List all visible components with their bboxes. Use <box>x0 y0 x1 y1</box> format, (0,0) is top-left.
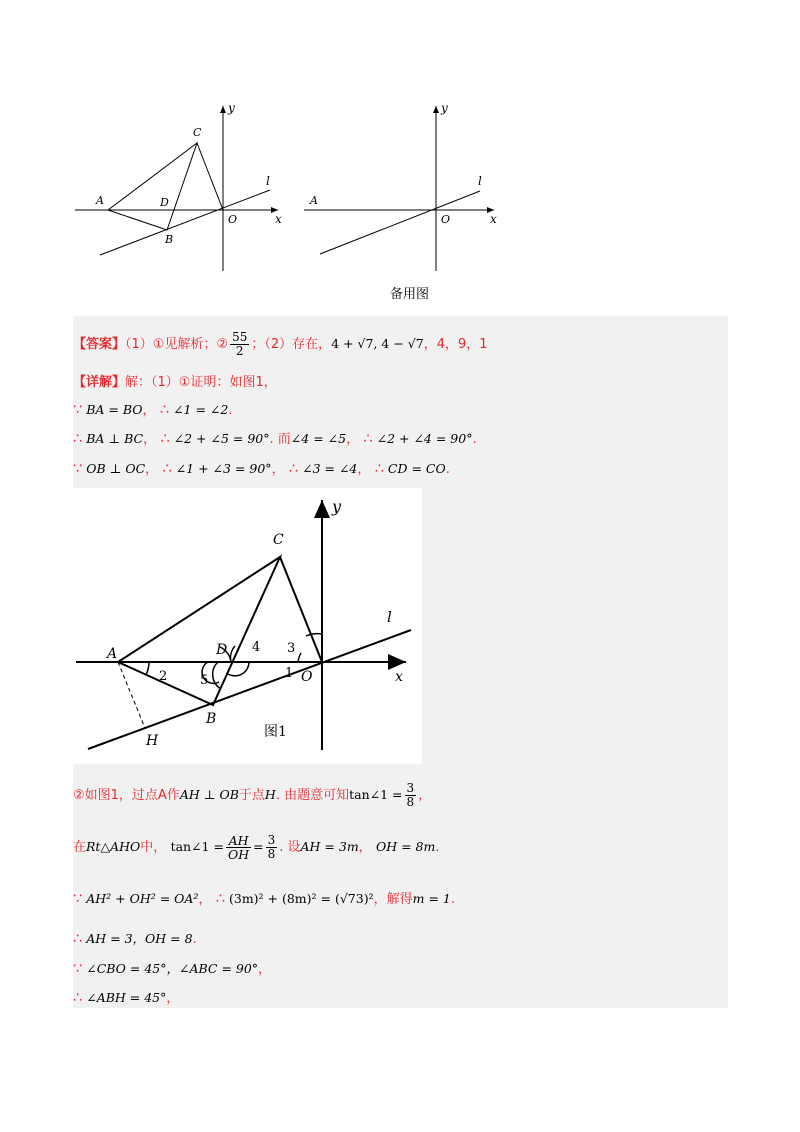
axis-x-label: x <box>275 212 282 226</box>
part2-line2: 在Rt△AHO中， tan∠1 = $\frac{AH}{OH}$ = $\frac{3}{8}$ . 设AH = 3m， OH = 8m. <box>73 833 440 862</box>
point-A-label: A <box>96 194 104 207</box>
line-l-label: l <box>478 174 482 188</box>
angle-5-label: 5 <box>200 673 209 688</box>
figure1 <box>73 488 422 764</box>
axis-y-label: y <box>228 101 235 115</box>
part2-line5: ∵ ∠CBO = 45°，∠ABC = 90°， <box>73 961 272 977</box>
point-O-label: O <box>228 213 238 226</box>
detail-line2: ∴ BA ⊥ BC， ∴ ∠2 + ∠5 = 90°. 而∠4 = ∠5， ∴ ∠2 + ∠4 = 90°. <box>73 431 477 447</box>
detail-line3: ∵ OB ⊥ OC， ∴ ∠1 + ∠3 = 90°， ∴ ∠3 = ∠4， ∴ CD = CO. <box>73 461 450 477</box>
answer-part1: （1）①见解析；② <box>125 337 229 352</box>
line-l-label: l <box>387 608 392 626</box>
point-H-label: H <box>146 733 159 749</box>
line-l-label: l <box>266 174 270 188</box>
point-O-label: O <box>441 213 451 226</box>
part2-line6: ∴ ∠ABH = 45°， <box>73 990 180 1006</box>
point-D-label: D <box>160 196 169 209</box>
axis-y-label: y <box>441 101 448 115</box>
part2-line3: ∵ AH² + OH² = OA²， ∴ (3m)² + (8m)² = (√73)²，解得m = 1. <box>73 891 455 907</box>
point-C-label: C <box>273 532 284 548</box>
detail-intro: 【详解】解：（1）①证明：如图1， <box>73 375 277 390</box>
top-figure-left <box>70 96 295 278</box>
point-A-label: A <box>310 194 318 207</box>
answer-line: 【答案】（1）①见解析；② $\frac{55}{2}$ ；（2）存在，4 + √7, 4 − √7，4，9，1 <box>73 330 488 358</box>
axis-x-label: x <box>490 212 497 226</box>
axis-y-label: y <box>332 497 342 516</box>
answer-tag: 【答案】 <box>73 337 126 352</box>
answer-tail: ，4，9，1 <box>423 337 488 352</box>
figure1-caption: 图1 <box>264 724 287 740</box>
part2-line4: ∴ AH = 3，OH = 8. <box>73 931 197 947</box>
point-O-label: O <box>301 669 313 685</box>
angle-4-label: 4 <box>252 640 261 655</box>
angle-2-label: 2 <box>159 669 168 684</box>
point-C-label: C <box>193 126 202 139</box>
angle-3-label: 3 <box>287 641 296 656</box>
part2-line1: ②如图1，过点A作AH ⊥ OB于点H. 由题意可知tan∠1 = $\frac{3}{8}$ ， <box>73 781 432 809</box>
spare-figure-caption: 备用图 <box>390 287 430 302</box>
point-B-label: B <box>165 233 174 246</box>
answer-fraction: $\frac{55}{2}$ <box>232 330 248 358</box>
answer-part2: （2）存在， <box>264 337 332 352</box>
axis-x-label: x <box>395 669 403 685</box>
detail-line1: ∵ BA = BO， ∴ ∠1 = ∠2. <box>73 402 233 418</box>
top-figure-right <box>300 96 505 278</box>
angle-1-label: 1 <box>285 666 294 681</box>
point-A-label: A <box>107 646 118 662</box>
point-B-label: B <box>206 711 217 727</box>
answer-roots: 4 + √7, 4 − √7 <box>331 336 424 351</box>
point-D-label: D <box>216 642 228 658</box>
